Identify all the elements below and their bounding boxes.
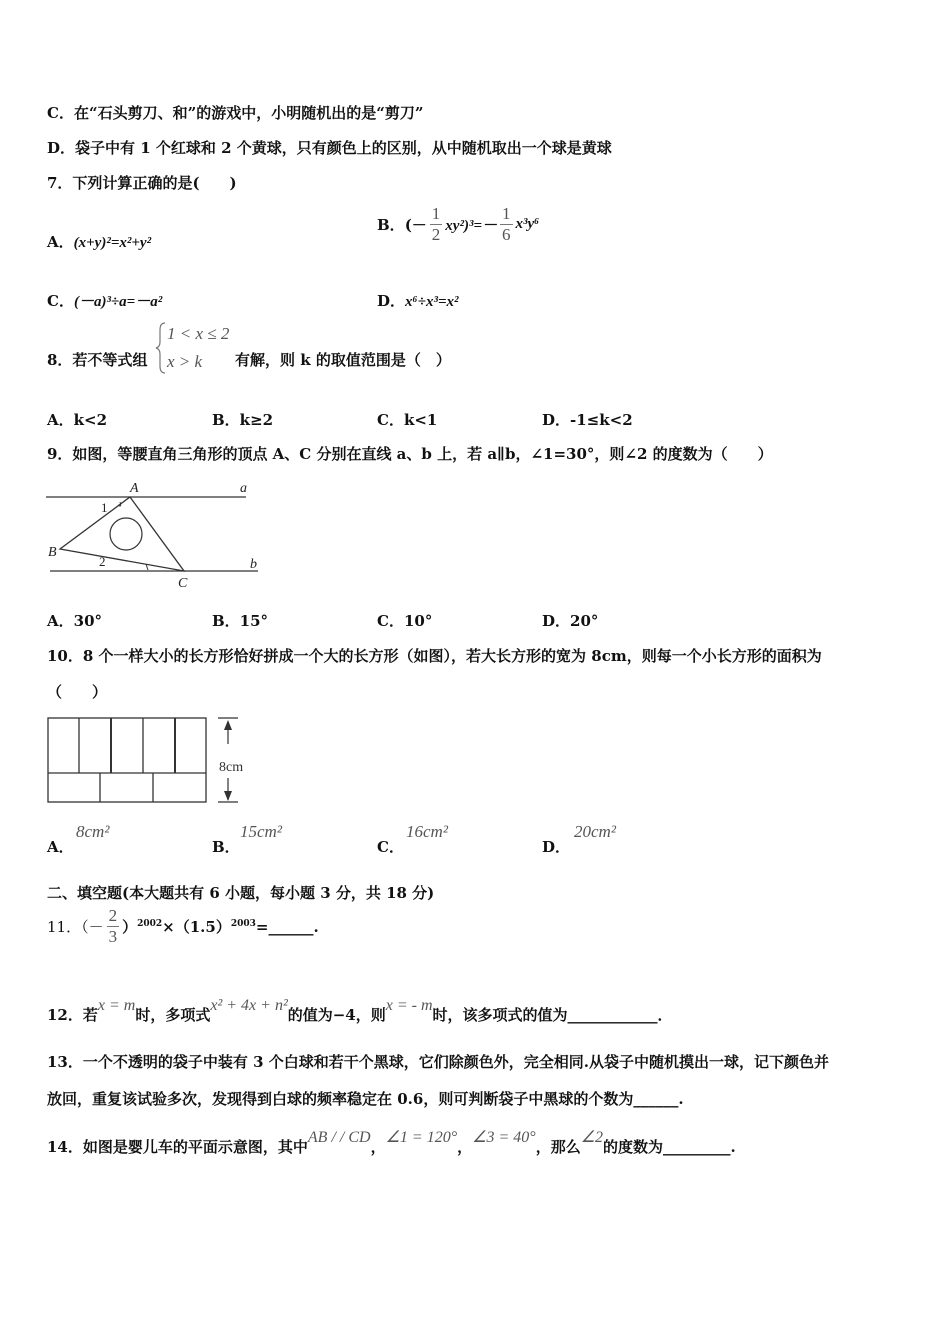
q10-option-c-label: C． [377, 838, 404, 856]
q7-option-c: C．(－a)³÷a=－a² [47, 292, 163, 310]
label-angle-2: 2 [99, 554, 106, 569]
q7-option-b: B．(－ $\frac{1}{2}$ xy²)³=－ $\frac{1}{6}$ x³y⁶ [377, 204, 540, 244]
width-label: 8cm [219, 760, 244, 775]
q14: 14．如图是婴儿车的平面示意图，其中AB / / CD，∠1 = 120°，∠3 = 40°，那么∠2的度数为_________. [47, 1129, 736, 1156]
q9-option-a: A．30° [47, 612, 103, 630]
triangle-abc [60, 497, 184, 571]
q7-stem: 7．下列计算正确的是( ) [47, 174, 237, 192]
q7-option-d: D．x⁶÷x³=x² [377, 292, 459, 310]
q10-option-c-value: 16cm² [406, 822, 448, 841]
q6-option-c: C．在“石头剪刀、和”的游戏中，小明随机出的是“剪刀” [47, 104, 424, 122]
q8-option-d: D．-1≤k<2 [542, 411, 633, 429]
q9-option-d: D．20° [542, 612, 599, 630]
triangle-parallel-lines-figure [44, 478, 269, 593]
q6-option-d: D．袋子中有 1 个红球和 2 个黄球，只有颜色上的区别，从中随机取出一个球是黄球 [47, 139, 612, 157]
rectangles-figure [46, 716, 256, 808]
q8-option-a: A．k<2 [47, 411, 108, 429]
inequality-2: x > k [167, 352, 203, 371]
q13-line2: 放回，重复该试验多次，发现得到白球的频率稳定在 0.6，则可判断袋子中黑球的个数为______. [47, 1090, 684, 1108]
fraction-one-half: $\frac{1}{2}$ [431, 204, 441, 244]
label-b-vertex: B [48, 545, 57, 560]
q10-option-a-label: A． [47, 838, 74, 856]
q10-option-a-value: 8cm² [76, 822, 110, 841]
label-c-vertex: C [178, 576, 188, 591]
inequality-system [155, 320, 235, 376]
q9-option-b: B．15° [212, 612, 269, 630]
q10-option-b-label: B． [212, 838, 240, 856]
inner-circle [110, 518, 142, 550]
q11: 11．（－ $\frac{2}{3}$ ）$^{2002}\times(1.5)^{2003}=\_\_\_\_\_\_$. [47, 906, 319, 946]
q8-option-b: B．k≥2 [212, 411, 274, 429]
q12: 12．若x = m时，多项式x² + 4x + n²的值为−4，则x = - m时，该多项式的值为____________． [47, 997, 673, 1024]
q13-line1: 13．一个不透明的袋子中装有 3 个白球和若干个黑球，它们除颜色外，完全相同.从袋子中随机摸出一球，记下颜色并 [47, 1053, 829, 1071]
q10-stem-line2: （ ） [47, 683, 108, 701]
fraction-two-thirds: $\frac{2}{3}$ [108, 906, 118, 946]
label-line-a: a [240, 481, 247, 496]
q8-stem-post: 有解，则 k 的取值范围是（ ） [235, 351, 451, 369]
q9-stem: 9．如图，等腰直角三角形的顶点 A、C 分别在直线 a、b 上，若 a∥b，∠1=30°，则∠2 的度数为（ ） [47, 445, 773, 463]
label-angle-1: 1 [101, 500, 108, 515]
q7-option-a: A．(x+y)²=x²+y² [47, 233, 152, 251]
q10-option-d-label: D． [542, 838, 571, 856]
q8-option-c: C．k<1 [377, 411, 438, 429]
label-line-b: b [250, 557, 257, 572]
q10-option-d-value: 20cm² [574, 822, 616, 841]
q8-stem-pre: 8．若不等式组 [47, 351, 148, 369]
fraction-one-sixth: $\frac{1}{6}$ [502, 204, 511, 244]
label-a-vertex: A [130, 481, 139, 496]
q9-option-c: C．10° [377, 612, 433, 630]
q10-option-b-value: 15cm² [240, 822, 282, 841]
inequality-1: 1 < x ≤ 2 [167, 324, 230, 343]
section-2-heading: 二、填空题(本大题共有 6 小题，每小题 3 分，共 18 分) [47, 884, 435, 902]
q10-stem-line1: 10．8 个一样大小的长方形恰好拼成一个大的长方形（如图），若大长方形的宽为 8cm，则每一个小长方形的面积为 [47, 647, 822, 665]
